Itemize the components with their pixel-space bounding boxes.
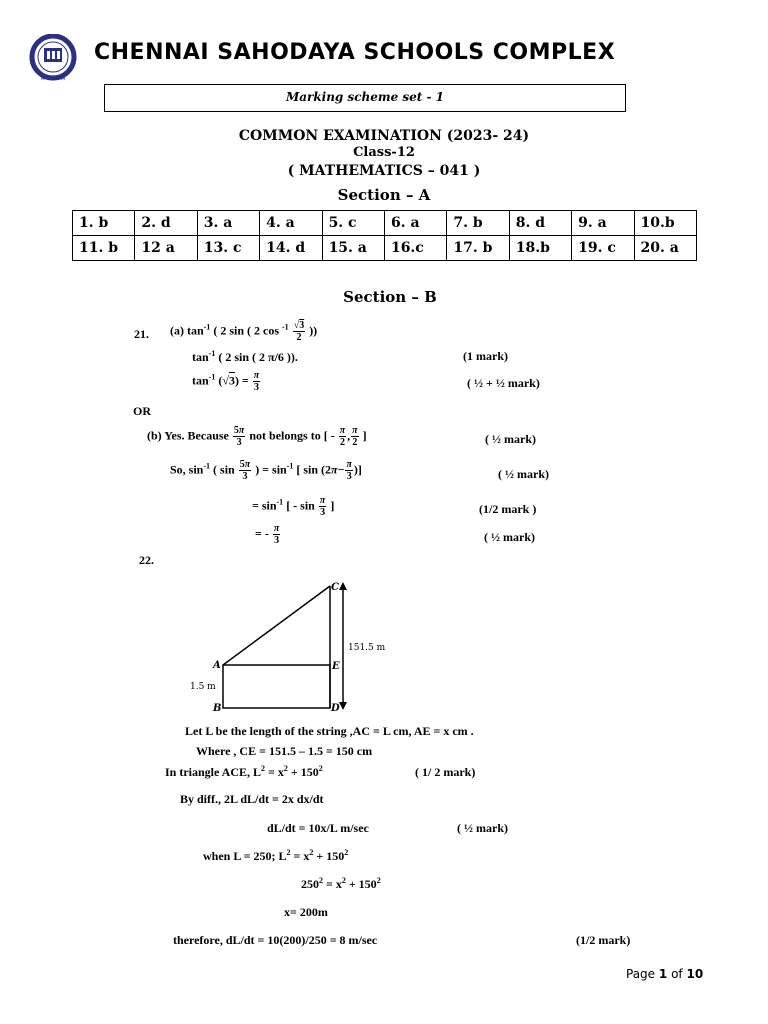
mark-label: ( ½ mark) — [484, 530, 535, 544]
q22-line3: In triangle ACE, $L^2 = x^2 + 150^2$ — [165, 764, 323, 779]
table-row — [73, 236, 697, 261]
q22-number: 22. — [139, 553, 154, 567]
q21-a-line3: $\tan^{-1} (√3)$ = $\frac{\pi}{3}$ — [192, 370, 260, 393]
mark-label: ( ½ mark) — [498, 467, 549, 481]
page-number: Page 1 of 10 — [626, 967, 704, 981]
q21-a-line2: $\tan^{-1}$ ( 2 sin ( 2 π/6 )). — [192, 349, 298, 364]
q22-when: when L = 250; $L^2 = x^2 + 150^2$ — [203, 848, 349, 863]
q22-x: x= 200m — [284, 905, 328, 919]
label-e: E — [332, 661, 340, 672]
answer-cell: 4. a — [260, 211, 322, 236]
answer-cell: 13. c — [197, 236, 259, 261]
mark-label: ( 1/ 2 mark) — [415, 765, 476, 779]
answer-cell: 18.b — [509, 236, 571, 261]
answer-cell: 12 a — [135, 236, 197, 261]
q22-therefore: therefore, dL/dt = 10(200)/250 = 8 m/sec — [173, 933, 378, 947]
exam-subject: ( MATHEMATICS – 041 ) — [287, 163, 481, 179]
answer-cell: 2. d — [135, 211, 197, 236]
mark-label: ( ½ + ½ mark) — [467, 376, 540, 390]
mark-label: ( ½ mark) — [457, 821, 508, 835]
table-row — [73, 211, 697, 236]
school-logo — [26, 34, 82, 82]
mark-label: ( ½ mark) — [485, 432, 536, 446]
answer-cell: 9. a — [572, 211, 634, 236]
q21-b-line3: = $\sin^{-1}$ [ - sin $\frac{\pi}{3}$ ] — [252, 495, 335, 518]
mark-label: (1/2 mark) — [576, 933, 631, 947]
or-label: OR — [133, 404, 151, 418]
answer-cell: 10.b — [634, 211, 696, 236]
label-a: A — [213, 660, 221, 671]
q21-b-line2: So, $\sin^{-1}$ ( sin $\frac{5\pi}{3}$ ) = $\sin^{-1}$ [ sin (2π− $\frac{\pi}{3}$ )] — [170, 459, 362, 482]
exam-class: Class-12 — [353, 145, 415, 160]
q21-b-line1: (b) Yes. Because $\frac{5\pi}{3}$ not belongs to [ - $\frac{\pi}{2}$ , $\frac{\pi}{2}$ ] — [147, 425, 367, 448]
answer-cell: 7. b — [447, 211, 509, 236]
q22-line2: Where , CE = 151.5 – 1.5 = 150 cm — [196, 744, 373, 758]
answer-cell: 19. c — [572, 236, 634, 261]
answer-cell: 17. b — [447, 236, 509, 261]
mark-label: (1 mark) — [463, 349, 508, 363]
q21-a-line1: (a) $\tan^{-1}$ ( 2 sin ( 2 cos $^{-1}$ $\frac{√3}{2}$ )) — [170, 320, 318, 343]
q22-eq: $250^2 = x^2 + 150^2$ — [301, 876, 381, 891]
q22-diff: By diff., 2L dL/dt = 2x dx/dt — [180, 792, 324, 806]
scheme-box — [104, 84, 626, 112]
answer-cell: 20. a — [634, 236, 696, 261]
q21-number: 21. — [134, 327, 149, 341]
answer-cell: 8. d — [509, 211, 571, 236]
label-b: B — [213, 703, 222, 714]
base-label: 1.5 m — [190, 682, 216, 692]
q22-dl: dL/dt = 10x/L m/sec — [267, 821, 369, 835]
scheme-label: Marking scheme set - 1 — [285, 90, 445, 104]
answer-cell: 16.c — [384, 236, 446, 261]
answer-cell: 11. b — [73, 236, 135, 261]
q22-line1: Let L be the length of the string ,AC = L cm, AE = x cm . — [185, 724, 474, 738]
section-a-title: Section – A — [337, 186, 431, 204]
label-c: C — [331, 582, 339, 593]
section-b-title: Section – B — [343, 288, 437, 306]
answer-table — [72, 210, 697, 261]
height-label: 151.5 m — [348, 643, 385, 653]
answer-cell: 15. a — [322, 236, 384, 261]
answer-cell: 6. a — [384, 211, 446, 236]
q21-b-line4: = - $\frac{\pi}{3}$ — [255, 523, 280, 546]
answer-cell: 1. b — [73, 211, 135, 236]
mark-label: (1/2 mark ) — [479, 502, 537, 516]
label-d: D — [331, 703, 340, 714]
exam-name: COMMON EXAMINATION (2023- 24) — [238, 128, 530, 144]
answer-cell: 5. c — [322, 211, 384, 236]
page-title: CHENNAI SAHODAYA SCHOOLS COMPLEX — [94, 40, 616, 65]
kite-diagram — [185, 576, 385, 716]
svg-text:सत्यमेव जयते: सत्यमेव जयते — [40, 76, 66, 82]
answer-cell: 14. d — [260, 236, 322, 261]
answer-cell: 3. a — [197, 211, 259, 236]
